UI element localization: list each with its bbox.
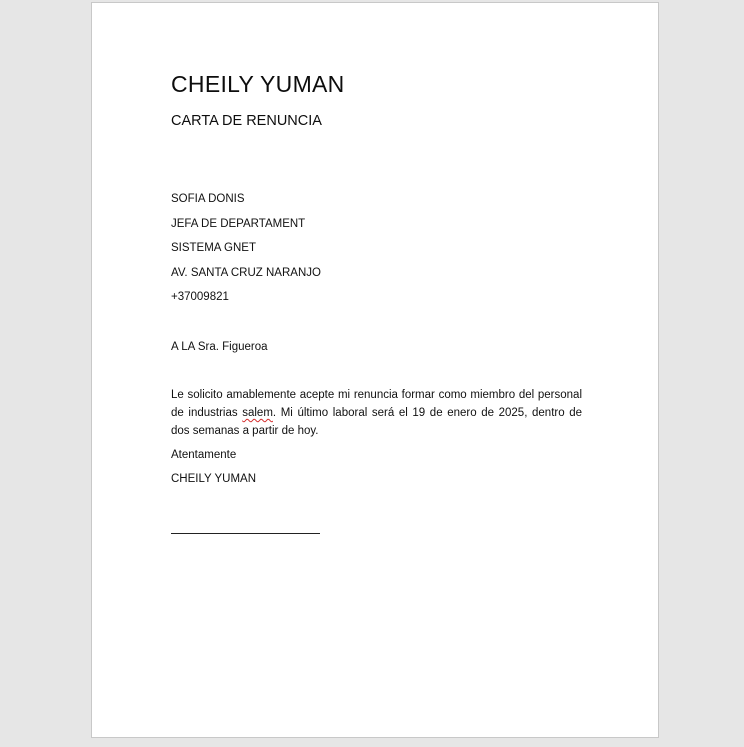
salutation: A LA Sra. Figueroa [171, 341, 268, 353]
body-paragraph [171, 386, 582, 440]
recipient-phone: +37009821 [171, 291, 229, 303]
body-text-part1: Le solicito amablemente acepte mi renuncia formar como miembro del personal de industrias [171, 389, 582, 419]
closing: Atentamente [171, 449, 237, 461]
recipient-name: SOFIA DONIS [171, 193, 245, 205]
body-text-part2: . Mi último laboral será el 19 de enero de 2025, dentro de dos semanas a partir de hoy. [171, 407, 583, 437]
recipient-company: SISTEMA GNET [171, 242, 256, 254]
signature-name: CHEILY YUMAN [171, 473, 256, 485]
letter-title: CARTA DE RENUNCIA [171, 113, 322, 129]
document-page [91, 2, 659, 738]
recipient-address: AV. SANTA CRUZ NARANJO [171, 267, 321, 279]
spellcheck-flagged-word[interactable]: salem [242, 407, 273, 419]
recipient-position: JEFA DE DEPARTAMENT [171, 218, 306, 230]
sender-name-heading: CHEILY YUMAN [171, 71, 345, 97]
signature-line [171, 533, 320, 534]
